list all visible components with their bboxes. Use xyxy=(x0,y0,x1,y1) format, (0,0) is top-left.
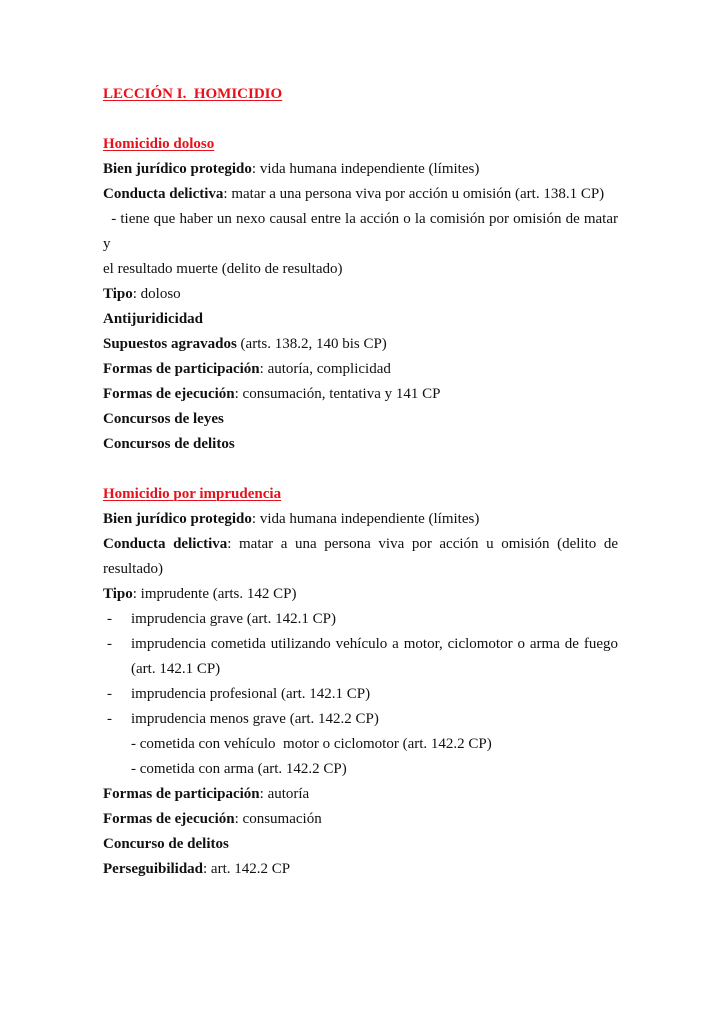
document-page xyxy=(103,82,622,882)
value: : art. 142.2 CP xyxy=(203,861,291,877)
doloso-concursos-leyes xyxy=(103,407,618,432)
label: Formas de ejecución xyxy=(103,386,235,402)
label: Concursos de leyes xyxy=(103,411,224,427)
value: : vida humana independiente (límites) xyxy=(251,161,480,177)
label: Supuestos agravados xyxy=(103,336,237,352)
label: Bien jurídico protegido xyxy=(103,511,252,527)
doloso-conducta xyxy=(103,182,618,207)
imprudencia-perseguibilidad xyxy=(103,857,618,882)
value: : autoría xyxy=(259,786,310,802)
bullet-dash: - xyxy=(107,711,112,727)
label: Concurso de delitos xyxy=(103,836,229,852)
value: : doloso xyxy=(132,286,181,302)
imprudencia-participacion xyxy=(103,782,618,807)
list-item-text: imprudencia profesional (art. 142.1 CP) xyxy=(131,686,371,702)
value: : vida humana independiente (límites) xyxy=(251,511,480,527)
doloso-nexo-line1: - tiene que haber un nexo causal entre la acción o la comisión por omisión de matar y xyxy=(103,211,622,252)
label: Bien jurídico protegido xyxy=(103,161,252,177)
doloso-bien-juridico xyxy=(103,157,618,182)
label: Concursos de delitos xyxy=(103,436,235,452)
imprudencia-conducta xyxy=(103,532,618,557)
bullet-dash: - xyxy=(107,611,112,627)
doloso-ejecucion xyxy=(103,382,618,407)
label: Conducta delictiva xyxy=(103,536,228,552)
value: : consumación, tentativa y 141 CP xyxy=(234,386,441,402)
value: : matar a una persona viva por acción u omisión (art. 138.1 CP) xyxy=(223,186,605,202)
value: : matar a una persona viva por acción u omisión (delito de xyxy=(227,536,618,552)
list-item xyxy=(103,607,618,632)
list-item-text: imprudencia cometida utilizando vehículo a motor, ciclomotor o arma de fuego xyxy=(131,636,618,652)
label: Formas de participación xyxy=(103,361,260,377)
list-item xyxy=(103,632,618,657)
imprudencia-bien-juridico xyxy=(103,507,618,532)
lesson-title: LECCIÓN I. HOMICIDIO xyxy=(103,86,283,102)
spacer xyxy=(103,457,618,482)
sub-list-item: - cometida con arma (art. 142.2 CP) xyxy=(131,761,347,777)
label: Formas de participación xyxy=(103,786,260,802)
imprudencia-tipo xyxy=(103,582,618,607)
value: : imprudente (arts. 142 CP) xyxy=(132,586,297,602)
section-heading-doloso: Homicidio doloso xyxy=(103,136,215,152)
doloso-tipo xyxy=(103,282,618,307)
doloso-participacion xyxy=(103,357,618,382)
list-item xyxy=(103,707,618,732)
value: (arts. 138.2, 140 bis CP) xyxy=(236,336,387,352)
list-item-cont xyxy=(103,657,618,682)
label: Tipo xyxy=(103,586,133,602)
label: Conducta delictiva xyxy=(103,186,224,202)
label: Tipo xyxy=(103,286,133,302)
label: Perseguibilidad xyxy=(103,861,204,877)
label: Antijuridicidad xyxy=(103,311,204,327)
doloso-agravados xyxy=(103,332,618,357)
doloso-concursos-delitos xyxy=(103,432,618,457)
value: : autoría, complicidad xyxy=(259,361,391,377)
imprudencia-concurso-delitos xyxy=(103,832,618,857)
imprudencia-ejecucion xyxy=(103,807,618,832)
label: Formas de ejecución xyxy=(103,811,235,827)
list-item-text: (art. 142.1 CP) xyxy=(131,661,221,677)
list-item-text: imprudencia menos grave (art. 142.2 CP) xyxy=(131,711,379,727)
list-item xyxy=(103,682,618,707)
doloso-antijuridicidad xyxy=(103,307,618,332)
sub-list-item: - cometida con vehículo motor o ciclomotor (art. 142.2 CP) xyxy=(131,736,492,752)
bullet-dash: - xyxy=(107,636,112,652)
bullet-dash: - xyxy=(107,686,112,702)
doloso-nexo-line2: el resultado muerte (delito de resultado) xyxy=(103,261,343,277)
spacer xyxy=(103,107,618,132)
imprudencia-conducta-cont: resultado) xyxy=(103,561,163,577)
value: : consumación xyxy=(234,811,322,827)
list-item-text: imprudencia grave (art. 142.1 CP) xyxy=(131,611,336,627)
section-heading-imprudencia: Homicidio por imprudencia xyxy=(103,486,282,502)
